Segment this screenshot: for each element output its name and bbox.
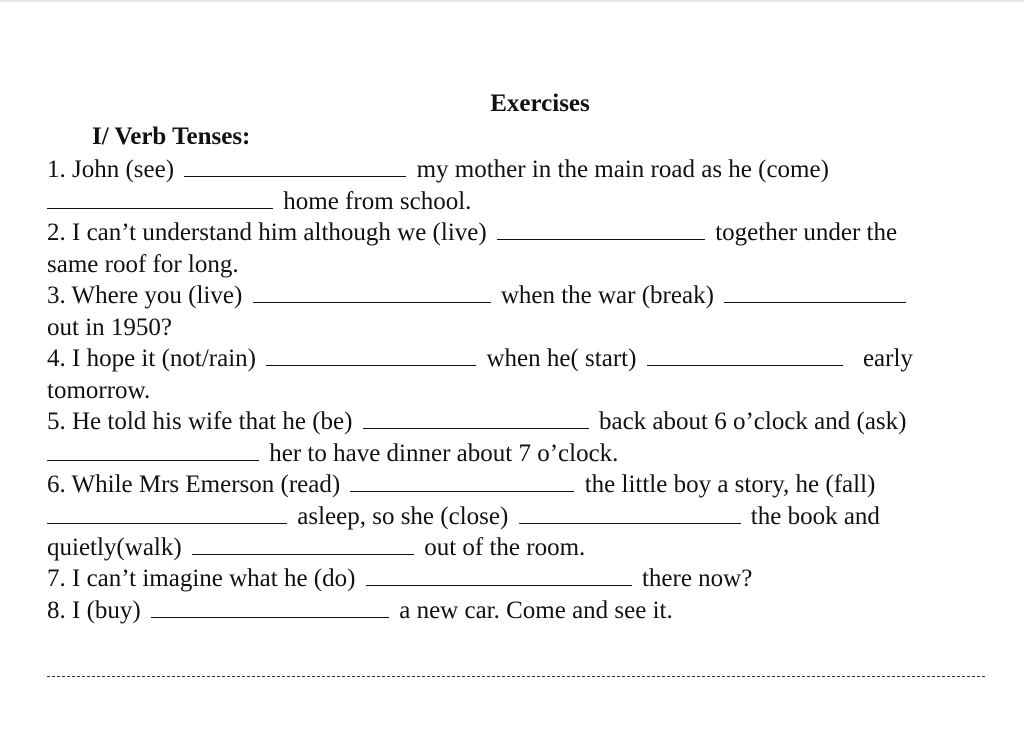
question-6-line-2 [47,502,880,532]
q6-blank-4[interactable] [192,533,414,555]
question-1-line-1 [47,155,829,185]
q6-text-b: the little boy a story, he (fall) [584,471,876,498]
q6-blank-2[interactable] [47,502,287,524]
q1-text-a: 1. John (see) [47,156,175,183]
q2-text-c: same roof for long. [47,251,239,278]
q3-blank-2[interactable] [724,281,906,303]
question-7-line-1 [47,564,752,594]
q3-text-c: out in 1950? [47,314,172,341]
q4-blank-1[interactable] [266,344,476,366]
question-5-line-2 [47,439,618,469]
q7-text-a: 7. I can’t imagine what he (do) [47,565,356,592]
question-8-line-1 [47,596,673,626]
q3-text-a: 3. Where you (live) [47,282,243,309]
q1-blank-1[interactable] [184,155,406,177]
question-6-line-3 [47,533,585,563]
dashed-divider [47,676,985,677]
q6-text-d: the book and [750,503,880,530]
question-1-line-2 [47,187,471,217]
q6-text-c: asleep, so she (close) [297,503,509,530]
question-3-line-1 [47,281,910,311]
q8-text-b: a new car. Come and see it. [399,597,673,624]
q1-text-c: home from school. [283,188,472,215]
q4-blank-2[interactable] [647,344,843,366]
question-3-line-2 [47,313,172,343]
q1-text-b: my mother in the main road as he (come) [416,156,829,183]
q2-blank-1[interactable] [497,218,705,240]
q7-text-b: there now? [641,565,753,592]
top-border [0,0,1024,2]
question-4-line-1 [47,344,913,374]
q8-text-a: 8. I (buy) [47,597,141,624]
q4-text-a: 4. I hope it (not/rain) [47,345,256,372]
q6-text-a: 6. While Mrs Emerson (read) [47,471,341,498]
q5-blank-2[interactable] [47,439,259,461]
question-6-line-1 [47,470,875,500]
q4-text-b: when he( start) [486,345,637,372]
q2-text-a: 2. I can’t understand him although we (live) [47,219,487,246]
question-4-line-2 [47,376,150,406]
q2-text-b: together under the [715,219,898,246]
q6-blank-1[interactable] [350,470,574,492]
q5-blank-1[interactable] [363,407,589,429]
question-2-line-1 [47,218,897,248]
q4-text-d: tomorrow. [47,377,151,404]
question-5-line-1 [47,407,907,437]
q3-blank-1[interactable] [253,281,491,303]
q3-text-b: when the war (break) [500,282,714,309]
q4-text-c: early [862,345,913,372]
q5-text-c: her to have dinner about 7 o’clock. [269,440,619,467]
q5-text-b: back about 6 o’clock and (ask) [598,408,907,435]
page-title: Exercises [490,90,590,117]
q8-blank-1[interactable] [151,596,389,618]
section-heading: I/ Verb Tenses: [92,123,251,150]
q5-text-a: 5. He told his wife that he (be) [47,408,353,435]
q7-blank-1[interactable] [366,564,632,586]
q6-text-e: quietly(walk) [47,534,182,561]
q1-blank-2[interactable] [47,187,273,209]
question-2-line-2 [47,250,239,280]
q6-text-f: out of the room. [424,534,586,561]
q6-blank-3[interactable] [519,502,741,524]
